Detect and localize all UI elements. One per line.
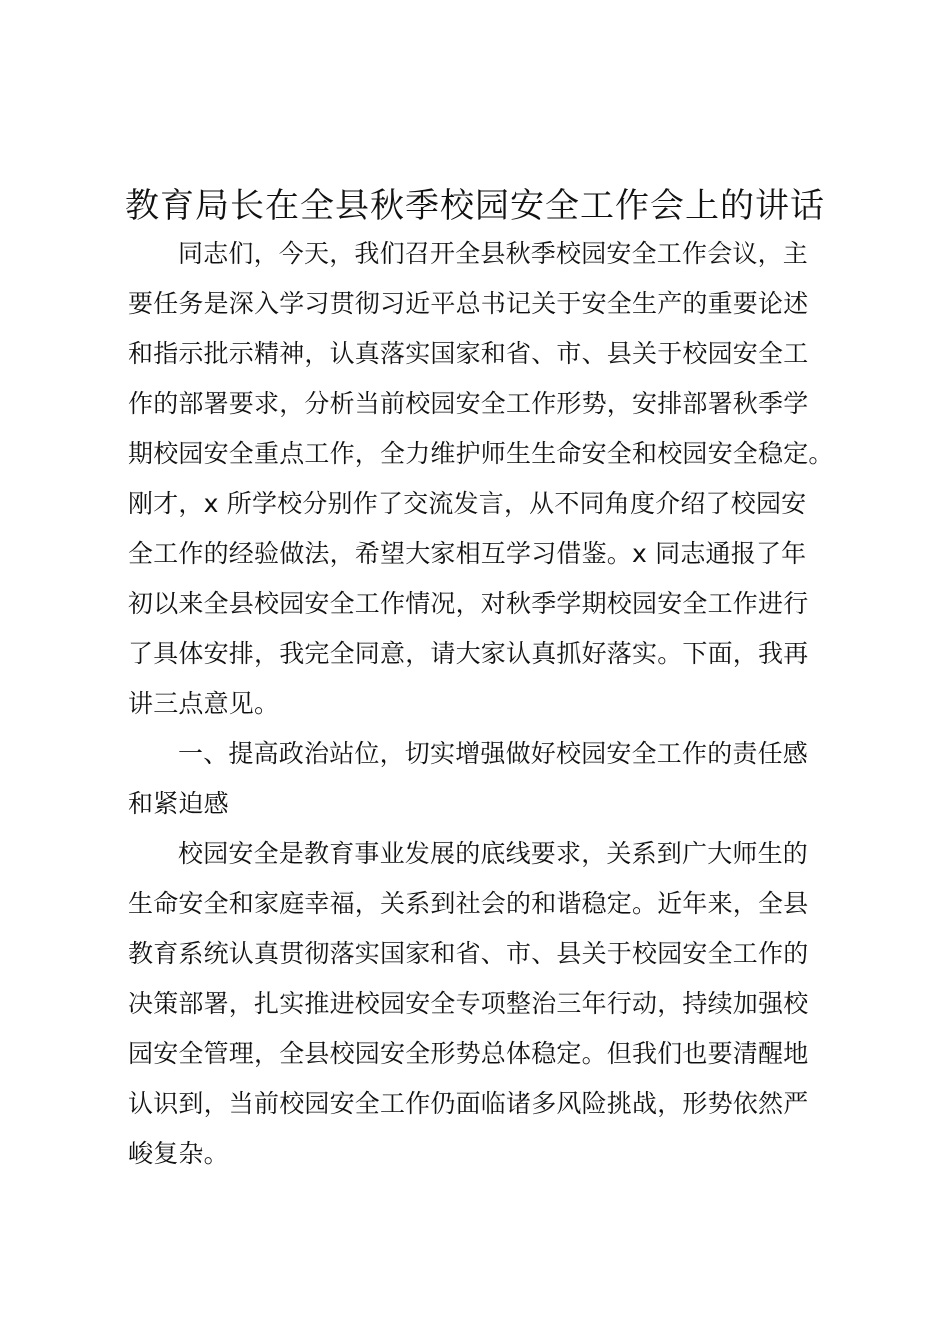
paragraph-1-line-8: 初以来全县校园安全工作情况，对秋季学期校园安全工作进行 (128, 589, 809, 618)
paragraph-2-line-5: 园安全管理，全县校园安全形势总体稳定。但我们也要清醒地 (128, 1039, 809, 1068)
paragraph-1-line-1: 同志们，今天，我们召开全县秋季校园安全工作会议，主 (178, 239, 809, 268)
paragraph-1-line-4: 作的部署要求，分析当前校园安全工作形势，安排部署秋季学 (128, 389, 809, 418)
paragraph-2-line-2: 生命安全和家庭幸福，关系到社会的和谐稳定。近年来，全县 (128, 889, 809, 918)
paragraph-2-line-4: 决策部署，扎实推进校园安全专项整治三年行动，持续加强校 (128, 989, 809, 1018)
paragraph-2-line-7: 峻复杂。 (128, 1139, 229, 1168)
paragraph-2-line-6: 认识到，当前校园安全工作仍面临诸多风险挑战，形势依然严 (128, 1089, 809, 1118)
paragraph-1-line-9: 了具体安排，我完全同意，请大家认真抓好落实。下面，我再 (128, 639, 809, 668)
paragraph-1-line-10: 讲三点意见。 (128, 689, 280, 718)
paragraph-1-line-5: 期校园安全重点工作，全力维护师生生命安全和校园安全稳定。 (128, 439, 834, 468)
paragraph-1-line-7: 全工作的经验做法，希望大家相互学习借鉴。x 同志通报了年 (128, 539, 807, 568)
paragraph-2-line-3: 教育系统认真贯彻落实国家和省、市、县关于校园安全工作的 (128, 939, 809, 968)
paragraph-1-line-6: 刚才，x 所学校分别作了交流发言，从不同角度介绍了校园安 (128, 489, 807, 518)
document-title: 教育局长在全县秋季校园安全工作会上的讲话 (125, 186, 825, 226)
paragraph-1-line-3: 和指示批示精神，认真落实国家和省、市、县关于校园安全工 (128, 339, 809, 368)
paragraph-1-line-2: 要任务是深入学习贯彻习近平总书记关于安全生产的重要论述 (128, 289, 809, 318)
paragraph-2-line-1: 校园安全是教育事业发展的底线要求，关系到广大师生的 (178, 839, 809, 868)
section-heading-1-line-2: 和紧迫感 (128, 789, 229, 818)
section-heading-1-line-1: 一、提高政治站位，切实增强做好校园安全工作的责任感 (178, 739, 809, 768)
